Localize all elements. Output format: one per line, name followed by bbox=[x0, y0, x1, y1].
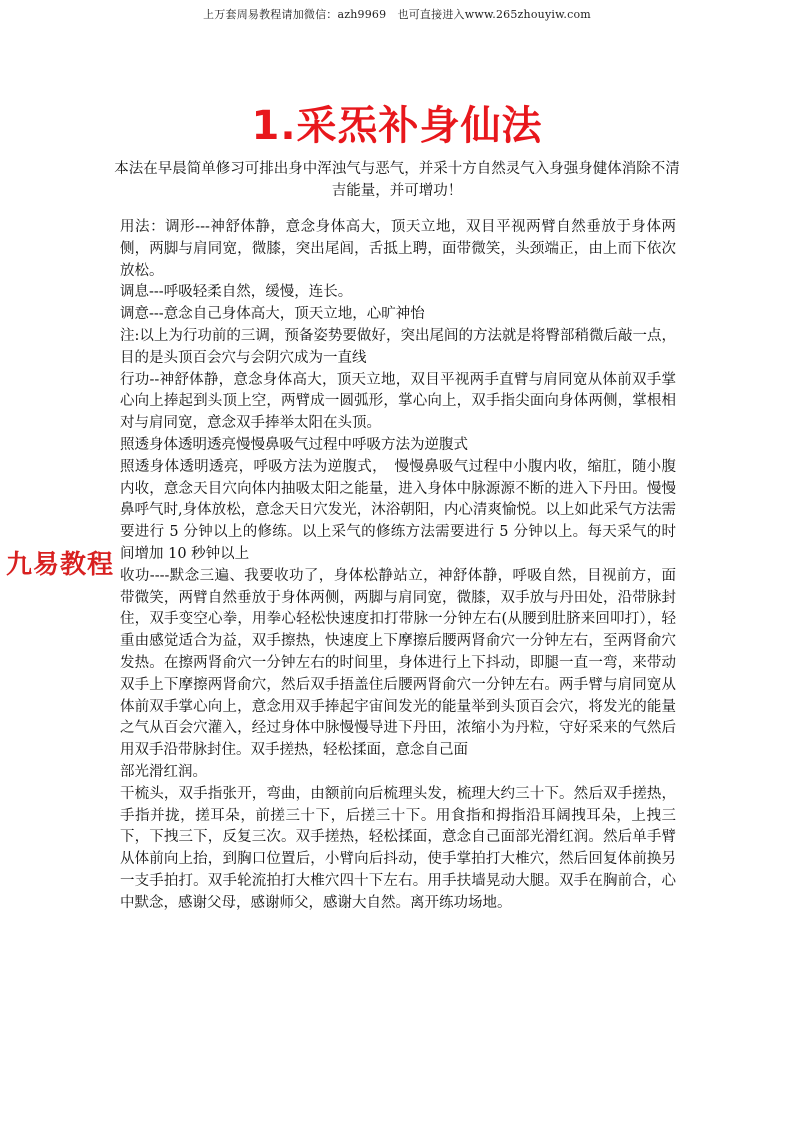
paragraph: 收功----默念三遍、我要收功了，身体松静站立，神舒体静，呼吸自然，目视前方，面带微笑，两臂自然垂放于身体两侧，两脚与肩同宽，微膝，双手放与丹田处，沿带脉封住，双手变空心拳，用拳心轻松快速度扣打带脉一分钟左右(从腰到肚脐来回叩打），轻重由感觉适合为益，双手擦热，快速度上下摩擦后腰两肾俞穴一分钟左右，至两肾俞穴发热。在擦两肾俞穴一分钟左右的时间里，身体进行上下抖动，即腿一直一弯，来带动双手上下摩擦两肾俞穴，然后双手捂盖住后腰两肾俞穴一分钟左右。两手臂与肩同宽从体前双手掌心向上，意念用双手捧起宇宙间发光的能量举到头顶百会穴，将发光的能量之气从百会穴灌入，经过身体中脉慢慢导进下丹田，浓缩小为丹粒，守好采来的气然后用双手沿带脉封住。双手搓热，轻松揉面，意念自己面 bbox=[120, 567, 676, 759]
paragraph: 用法：调形---神舒体静，意念身体高大，顶天立地，双目平视两臂自然垂放于身体两侧，两脚与肩同宽，微膝，突出尾闾，舌抵上聘，面带微笑，头颈端正，由上而下依次放松。 bbox=[120, 219, 676, 279]
paragraph: 调意---意念自己身体高大，顶天立地，心旷神怡 bbox=[120, 306, 425, 323]
paragraph: 调息---呼吸轻柔自然，缓慢，连长。 bbox=[120, 284, 353, 301]
paragraph: 行功--神舒体静，意念身体高大，顶天立地，双目平视两手直臂与肩同宽从体前双手掌心向上捧起到头顶上空，两臂成一圆弧形，掌心向上，双手指尖面向身体两侧，掌根相对与肩同宽，意念双手捧举太阳在头顶。 bbox=[120, 371, 676, 432]
header-note: 上万套周易教程请加微信：azh9969 也可直接进入www.265zhouyiw.com bbox=[203, 8, 591, 21]
paragraph: 照透身体透明透亮慢慢鼻吸气过程中呼吸方法为逆腹式 bbox=[120, 436, 468, 453]
paragraph: 注:以上为行功前的三调，预备姿势要做好，突出尾闾的方法就是将臀部稍微后敲一点，目的是头顶百会穴与会阴穴成为一直线 bbox=[120, 327, 676, 366]
page-title: 1.采炁补身仙法 bbox=[251, 103, 543, 149]
paragraph: 照透身体透明透亮，呼吸方法为逆腹式， 慢慢鼻吸气过程中小腹内收，缩肛，随小腹内收，意念天目穴向体内抽吸太阳之能量，进入身体中脉源源不断的进入下丹田。慢慢鼻呼气时,身体放松，意念天日穴发光，沐浴朝阳，内心清爽愉悦。以上如此采气方法需要进行 5 分钟以上的修练。以上采气的修练方法需要进行 5 分钟以上。每天采气的时间增加 10 秒钟以上 bbox=[120, 458, 676, 562]
watermark-logo: 九易教程 bbox=[6, 550, 115, 580]
paragraph: 部光滑红润。 bbox=[120, 763, 207, 780]
intro-text: 本法在早晨简单修习可排出身中浑浊气与恶气，并采十方自然灵气入身强身健体消除不清吉能量，并可增功！ bbox=[114, 161, 680, 199]
paragraph: 干梳头，双手指张开，弯曲，由额前向后梳理头发，梳理大约三十下。然后双手搓热，手指并拢，搓耳朵，前搓三十下，后搓三十下。用食指和拇指沿耳阔拽耳朵，上拽三下，下拽三下，反复三次。双手搓热，轻松揉面，意念自己面部光滑红润。然后单手臂从体前向上抬，到胸口位置后，小臂向后抖动，使手掌拍打大椎穴，然后回复体前换另一支手拍打。双手轮流拍打大椎穴四十下左右。用手扶墙晃动大腿。双手在胸前合，心中默念，感谢父母，感谢师父，感谢大自然。离开练功场地。 bbox=[120, 785, 676, 911]
body-text bbox=[120, 217, 676, 915]
